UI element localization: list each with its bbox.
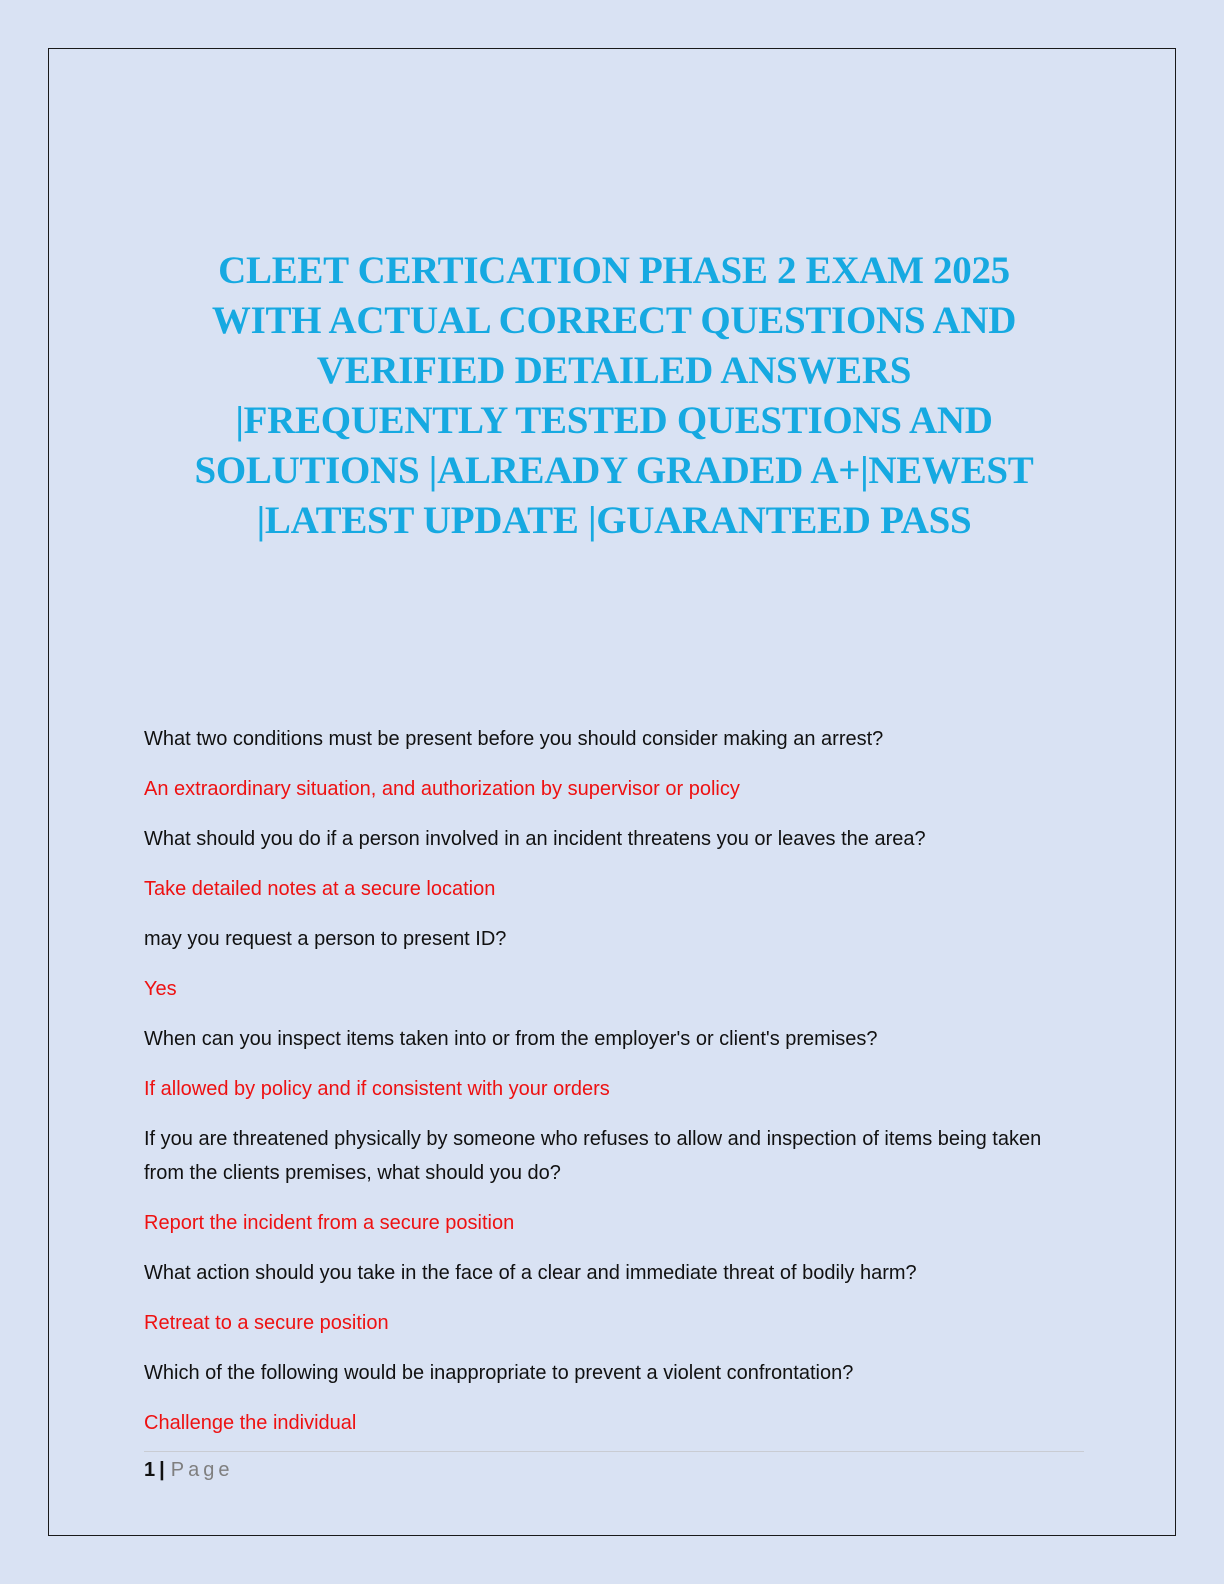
question-text: What two conditions must be present before you should consider making an arrest?	[144, 728, 884, 750]
question-text: What should you do if a person involved in an incident threatens you or leaves the area?	[144, 828, 926, 850]
page-label: Page	[170, 1459, 234, 1481]
answer-text: Take detailed notes at a secure location	[144, 878, 496, 900]
page-footer	[144, 1455, 233, 1485]
answer-text: If allowed by policy and if consistent with your orders	[144, 1078, 610, 1100]
answer-text: Challenge the individual	[144, 1412, 357, 1434]
answer-text: An extraordinary situation, and authorization by supervisor or policy	[144, 778, 740, 800]
footer-divider	[144, 1451, 1084, 1452]
question-text: If you are threatened physically by someone who refuses to allow and inspection of items being taken from the clients premises, what should you do?	[144, 1128, 1042, 1184]
document-title	[120, 246, 1108, 546]
footer-separator: |	[159, 1459, 165, 1481]
title-line: |LATEST UPDATE |GUARANTEED PASS	[256, 499, 972, 542]
title-line: |FREQUENTLY TESTED QUESTIONS AND	[235, 399, 993, 442]
question-text: Which of the following would be inappropriate to prevent a violent confrontation?	[144, 1362, 854, 1384]
title-line: VERIFIED DETAILED ANSWERS	[316, 349, 912, 392]
title-line: CLEET CERTICATION PHASE 2 EXAM 2025	[218, 249, 1010, 292]
page-number: 1	[144, 1459, 156, 1481]
title-line: WITH ACTUAL CORRECT QUESTIONS AND	[211, 299, 1017, 342]
answer-text: Retreat to a secure position	[144, 1312, 389, 1334]
question-text: may you request a person to present ID?	[144, 928, 507, 950]
answer-text: Yes	[144, 978, 177, 1000]
title-line: SOLUTIONS |ALREADY GRADED A+|NEWEST	[194, 449, 1034, 492]
question-text: When can you inspect items taken into or from the employer's or client's premises?	[144, 1028, 878, 1050]
question-answer-list	[144, 722, 1084, 1456]
answer-text: Report the incident from a secure position	[144, 1212, 515, 1234]
question-text: What action should you take in the face of a clear and immediate threat of bodily harm?	[144, 1262, 917, 1284]
